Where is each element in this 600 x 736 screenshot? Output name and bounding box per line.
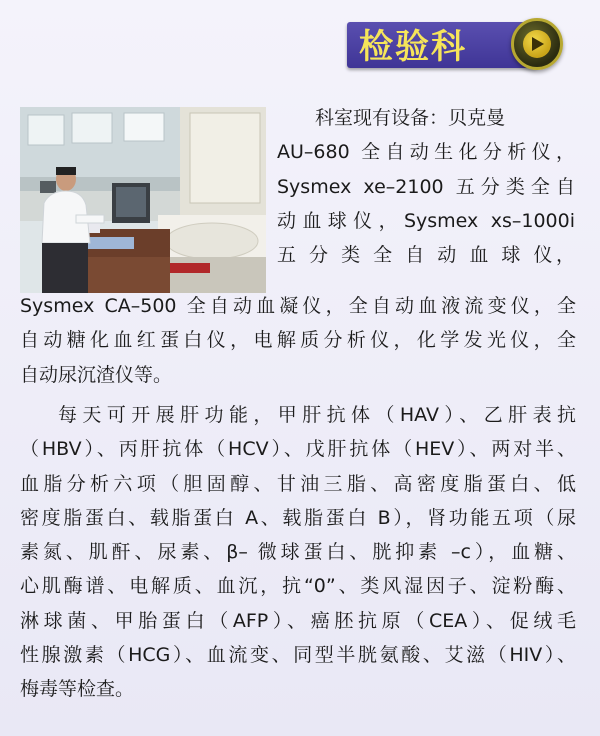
text-line: 梅毒等检查。 <box>20 678 135 701</box>
equipment-paragraph-top <box>277 101 575 272</box>
text-line: 血脂分析六项（胆固醇、甘油三脂、高密度脂蛋白、低 <box>20 472 576 495</box>
text-line: 密度脂蛋白、载脂蛋白 A、载脂蛋白 B），肾功能五项（尿 <box>20 506 576 529</box>
section-title: 检验科 <box>359 27 467 67</box>
text-line: 自动尿沉渣仪等。 <box>20 363 173 386</box>
text-line: 科室现有设备：贝克曼 <box>315 107 506 129</box>
play-icon <box>523 30 551 58</box>
section-header <box>347 18 567 76</box>
text-line: Sysmex xe–2100 五分类全自 <box>277 175 575 198</box>
tests-paragraph <box>20 398 576 707</box>
text-line: 淋球菌、甲胎蛋白（AFP）、癌胚抗原（CEA）、促绒毛 <box>20 609 576 632</box>
text-line: 性腺激素（HCG）、血流变、同型半胱氨酸、艾滋（HIV）、 <box>20 644 576 667</box>
text-line: 素氮、肌酐、尿素、β– 微球蛋白、胱抑素 –c），血糖、 <box>20 541 576 564</box>
text-line: 五 分 类 全 自 动 血 球 仪， <box>277 244 575 267</box>
text-line: 心肌酶谱、电解质、血沉，抗“0”、类风湿因子、淀粉酶、 <box>20 575 576 598</box>
equipment-paragraph-bottom <box>20 289 576 392</box>
text-line: Sysmex CA–500 全自动血凝仪，全自动血液流变仪，全 <box>20 295 576 317</box>
text-line: 每天可开展肝功能，甲肝抗体（HAV）、乙肝表抗 <box>58 404 576 426</box>
lab-photo <box>20 107 266 293</box>
text-line: AU–680 全自动生化分析仪， <box>277 141 575 164</box>
text-line: （HBV）、丙肝抗体（HCV）、戊肝抗体（HEV）、两对半、 <box>20 438 576 461</box>
header-bar <box>347 22 537 68</box>
text-line: 动血球仪，Sysmex xs–1000i <box>277 209 575 232</box>
play-button[interactable] <box>511 18 563 70</box>
text-line: 自动糖化血红蛋白仪，电解质分析仪，化学发光仪，全 <box>20 329 576 352</box>
